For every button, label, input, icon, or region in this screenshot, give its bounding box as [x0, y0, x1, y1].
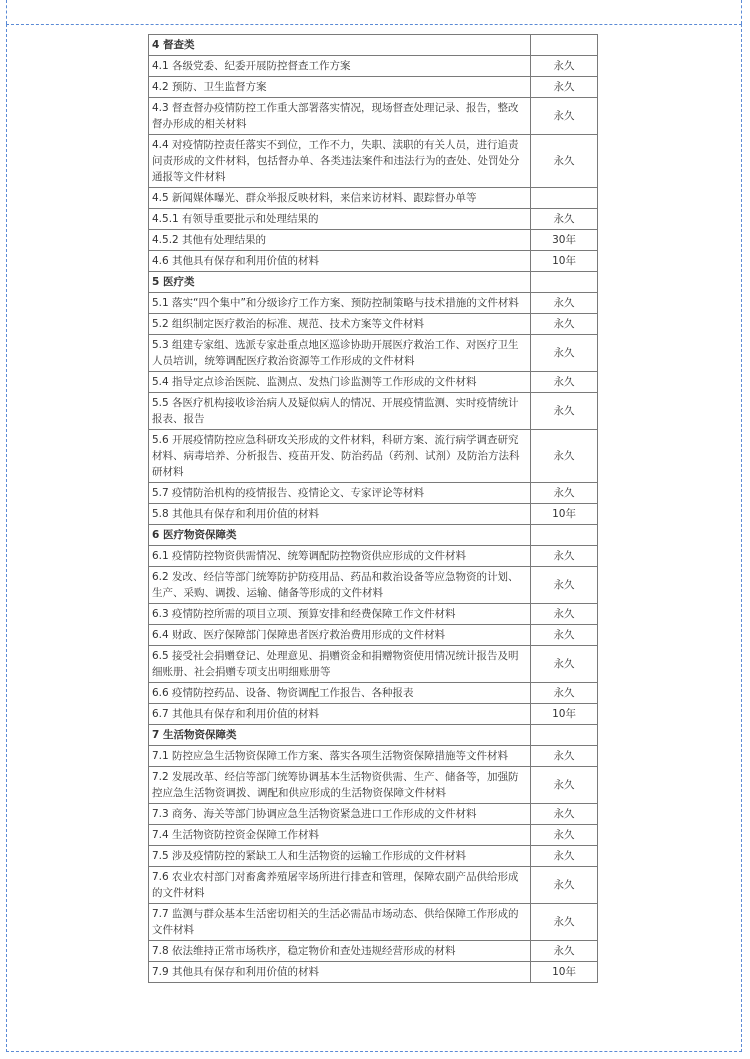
- retention-period: 永久: [531, 335, 598, 372]
- retention-period: 永久: [531, 683, 598, 704]
- table-row: [149, 56, 598, 77]
- item-description: 4.2 预防、卫生监督方案: [149, 77, 531, 98]
- table-row: [149, 567, 598, 604]
- item-description: 5.2 组织制定医疗救治的标准、规范、技术方案等文件材料: [149, 314, 531, 335]
- table-row: [149, 135, 598, 188]
- item-description: 6.1 疫情防控物资供需情况、统筹调配防控物资供应形成的文件材料: [149, 546, 531, 567]
- item-description: 7.7 监测与群众基本生活密切相关的生活必需品市场动态、供给保障工作形成的文件材料: [149, 904, 531, 941]
- retention-period: 永久: [531, 625, 598, 646]
- retention-period-table: [148, 34, 598, 983]
- table-row: [149, 314, 598, 335]
- item-description: 6.2 发改、经信等部门统筹防护防疫用品、药品和救治设备等应急物资的计划、生产、采购、调拨、运输、储备等形成的文件材料: [149, 567, 531, 604]
- retention-period: [531, 35, 598, 56]
- retention-period: 永久: [531, 135, 598, 188]
- table-row: [149, 846, 598, 867]
- table-row: [149, 804, 598, 825]
- watermark-blur: [488, 994, 598, 1020]
- table-row: [149, 483, 598, 504]
- category-title: 6 医疗物资保障类: [149, 525, 531, 546]
- table-row: [149, 904, 598, 941]
- table-row: [149, 372, 598, 393]
- item-description: 4.4 对疫情防控责任落实不到位，工作不力，失职、渎职的有关人员，进行追责问责形成的文件材料，包括督办单、各类违法案件和违法行为的查处、处罚处分通报等文件材料: [149, 135, 531, 188]
- table-row: [149, 251, 598, 272]
- table-row: [149, 230, 598, 251]
- table-row: [149, 504, 598, 525]
- retention-period: 永久: [531, 293, 598, 314]
- item-description: 7.6 农业农村部门对畜禽养殖屠宰场所进行排查和管理，保障农副产品供给形成的文件材料: [149, 867, 531, 904]
- item-description: 5.5 各医疗机构接收诊治病人及疑似病人的情况、开展疫情监测、实时疫情统计报表、报告: [149, 393, 531, 430]
- retention-period: 永久: [531, 646, 598, 683]
- retention-period: 永久: [531, 56, 598, 77]
- retention-period: 永久: [531, 567, 598, 604]
- item-description: 6.7 其他具有保存和利用价值的材料: [149, 704, 531, 725]
- retention-period: 永久: [531, 804, 598, 825]
- item-description: 5.3 组建专家组、选派专家赴重点地区巡诊协助开展医疗救治工作、对医疗卫生人员培训，统筹调配医疗救治资源等工作形成的文件材料: [149, 335, 531, 372]
- retention-period: 永久: [531, 941, 598, 962]
- table-row: [149, 767, 598, 804]
- retention-period: [531, 725, 598, 746]
- table-row: [149, 430, 598, 483]
- table-row: [149, 77, 598, 98]
- table-row: [149, 546, 598, 567]
- frame-top-edge: [6, 0, 742, 24]
- retention-period: 永久: [531, 393, 598, 430]
- table-row: [149, 825, 598, 846]
- item-description: 7.5 涉及疫情防控的紧缺工人和生活物资的运输工作形成的文件材料: [149, 846, 531, 867]
- table-row: [149, 335, 598, 372]
- item-description: 5.6 开展疫情防控应急科研攻关形成的文件材料，科研方案、流行病学调查研究材料、病毒培养、分析报告、疫苗开发、防治药品（药剂、试剂）及防治方法科研材料: [149, 430, 531, 483]
- table-row: [149, 746, 598, 767]
- retention-period: 30年: [531, 230, 598, 251]
- category-title: 5 医疗类: [149, 272, 531, 293]
- table-row: [149, 188, 598, 209]
- item-description: 6.3 疫情防控所需的项目立项、预算安排和经费保障工作文件材料: [149, 604, 531, 625]
- table-row: [149, 98, 598, 135]
- retention-period: 永久: [531, 209, 598, 230]
- category-title: 7 生活物资保障类: [149, 725, 531, 746]
- item-description: 7.8 依法维持正常市场秩序，稳定物价和查处违规经营形成的材料: [149, 941, 531, 962]
- item-description: 5.8 其他具有保存和利用价值的材料: [149, 504, 531, 525]
- retention-period: 10年: [531, 251, 598, 272]
- retention-period: [531, 272, 598, 293]
- retention-period: 永久: [531, 825, 598, 846]
- item-description: 7.2 发展改革、经信等部门统筹协调基本生活物资供需、生产、储备等，加强防控应急生活物资调拨、调配和供应形成的生活物资保障文件材料: [149, 767, 531, 804]
- item-description: 4.3 督查督办疫情防控工作重大部署落实情况，现场督查处理记录、报告，整改督办形成的相关材料: [149, 98, 531, 135]
- retention-period: 永久: [531, 314, 598, 335]
- retention-period: 永久: [531, 430, 598, 483]
- item-description: 4.5 新闻媒体曝光、群众举报反映材料，来信来访材料、跟踪督办单等: [149, 188, 531, 209]
- retention-period: 永久: [531, 77, 598, 98]
- retention-period: [531, 525, 598, 546]
- retention-period: 永久: [531, 904, 598, 941]
- retention-period: 永久: [531, 867, 598, 904]
- item-description: 7.3 商务、海关等部门协调应急生活物资紧急进口工作形成的文件材料: [149, 804, 531, 825]
- retention-period: 永久: [531, 372, 598, 393]
- category-row: [149, 272, 598, 293]
- table-row: [149, 683, 598, 704]
- table-row: [149, 704, 598, 725]
- item-description: 7.1 防控应急生活物资保障工作方案、落实各项生活物资保障措施等文件材料: [149, 746, 531, 767]
- table-row: [149, 941, 598, 962]
- retention-period: 永久: [531, 604, 598, 625]
- retention-period: 10年: [531, 962, 598, 983]
- table-row: [149, 604, 598, 625]
- item-description: 5.7 疫情防治机构的疫情报告、疫情论文、专家评论等材料: [149, 483, 531, 504]
- item-description: 4.5.2 其他有处理结果的: [149, 230, 531, 251]
- table-row: [149, 867, 598, 904]
- retention-period: 10年: [531, 704, 598, 725]
- item-description: 7.9 其他具有保存和利用价值的材料: [149, 962, 531, 983]
- table-row: [149, 646, 598, 683]
- category-row: [149, 525, 598, 546]
- category-row: [149, 725, 598, 746]
- table-row: [149, 393, 598, 430]
- category-row: [149, 35, 598, 56]
- item-description: 4.1 各级党委、纪委开展防控督查工作方案: [149, 56, 531, 77]
- item-description: 4.6 其他具有保存和利用价值的材料: [149, 251, 531, 272]
- retention-period: 永久: [531, 98, 598, 135]
- table-row: [149, 962, 598, 983]
- item-description: 4.5.1 有领导重要批示和处理结果的: [149, 209, 531, 230]
- retention-period: 永久: [531, 846, 598, 867]
- table-row: [149, 625, 598, 646]
- category-title: 4 督查类: [149, 35, 531, 56]
- item-description: 7.4 生活物资防控资金保障工作材料: [149, 825, 531, 846]
- item-description: 6.6 疫情防控药品、设备、物资调配工作报告、各种报表: [149, 683, 531, 704]
- item-description: 5.1 落实“四个集中”和分级诊疗工作方案、预防控制策略与技术措施的文件材料: [149, 293, 531, 314]
- retention-period: 永久: [531, 767, 598, 804]
- retention-period: [531, 188, 598, 209]
- table-row: [149, 293, 598, 314]
- item-description: 6.4 财政、医疗保障部门保障患者医疗救治费用形成的文件材料: [149, 625, 531, 646]
- retention-period: 永久: [531, 546, 598, 567]
- item-description: 5.4 指导定点诊治医院、监测点、发热门诊监测等工作形成的文件材料: [149, 372, 531, 393]
- item-description: 6.5 接受社会捐赠登记、处理意见、捐赠资金和捐赠物资使用情况统计报告及明细账册、社会捐赠专项支出明细账册等: [149, 646, 531, 683]
- retention-period: 永久: [531, 746, 598, 767]
- table-row: [149, 209, 598, 230]
- retention-period: 10年: [531, 504, 598, 525]
- retention-period: 永久: [531, 483, 598, 504]
